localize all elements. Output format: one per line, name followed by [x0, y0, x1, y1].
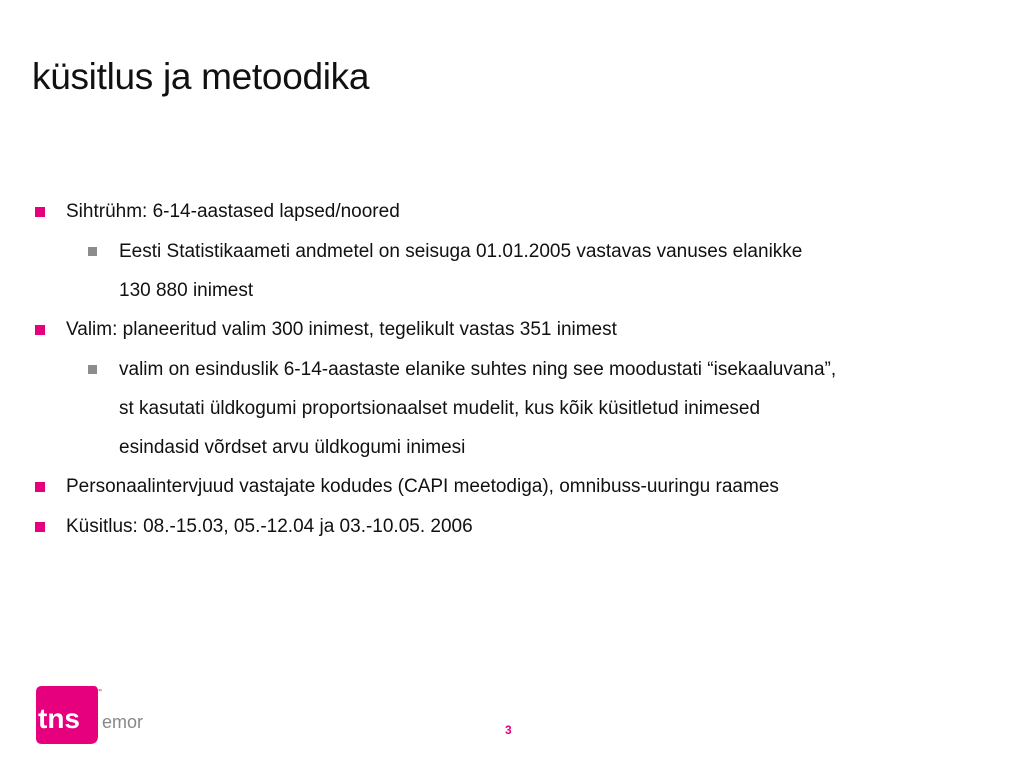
grey-square-bullet-icon	[88, 247, 97, 256]
sub-bullet-item-statistics	[0, 232, 979, 310]
magenta-square-bullet-icon	[35, 522, 45, 532]
sub-bullet-text: valim on esinduslik 6-14-aastaste elanike suhtes ning see moodustati “isekaaluvana”,	[119, 359, 837, 380]
magenta-square-bullet-icon	[35, 482, 45, 492]
sub-bullet-text: Eesti Statistikaameti andmetel on seisuga 01.01.2005 vastavas vanuses elanikke	[119, 241, 803, 262]
slide-title: küsitlus ja metoodika	[32, 56, 370, 97]
sub-bullet-text: esindasid võrdset arvu üldkogumi inimesi	[119, 437, 466, 458]
bullet-item-interviews	[0, 467, 1024, 507]
bullet-text: Valim: planeeritud valim 300 inimest, tegelikult vastas 351 inimest	[66, 319, 617, 340]
grey-square-bullet-icon	[88, 365, 97, 374]
page-number: 3	[505, 723, 512, 737]
sub-bullet-text: 130 880 inimest	[119, 280, 254, 301]
logo-brand-text: tns	[38, 703, 80, 734]
bullet-text: Personaalintervjuud vastajate kodudes (CAPI meetodiga), omnibuss-uuringu raames	[66, 476, 779, 497]
logo-suffix-text: emor	[102, 712, 144, 732]
magenta-square-bullet-icon	[35, 207, 45, 217]
logo-trademark: ™	[96, 689, 102, 695]
bullet-item-sample	[0, 310, 1024, 350]
bullet-text: Sihtrühm: 6-14-aastased lapsed/noored	[66, 201, 400, 222]
tns-emor-logo	[34, 686, 144, 746]
bullet-text: Küsitlus: 08.-15.03, 05.-12.04 ja 03.-10.05. 2006	[66, 516, 473, 537]
magenta-square-bullet-icon	[35, 325, 45, 335]
bullet-item-target-group	[0, 192, 1024, 232]
sub-bullet-text: st kasutati üldkogumi proportsionaalset mudelit, kus kõik küsitletud inimesed	[119, 398, 761, 419]
bullet-list	[0, 192, 1024, 547]
bullet-item-survey-dates	[0, 507, 1024, 547]
sub-bullet-item-representativeness	[0, 350, 979, 467]
